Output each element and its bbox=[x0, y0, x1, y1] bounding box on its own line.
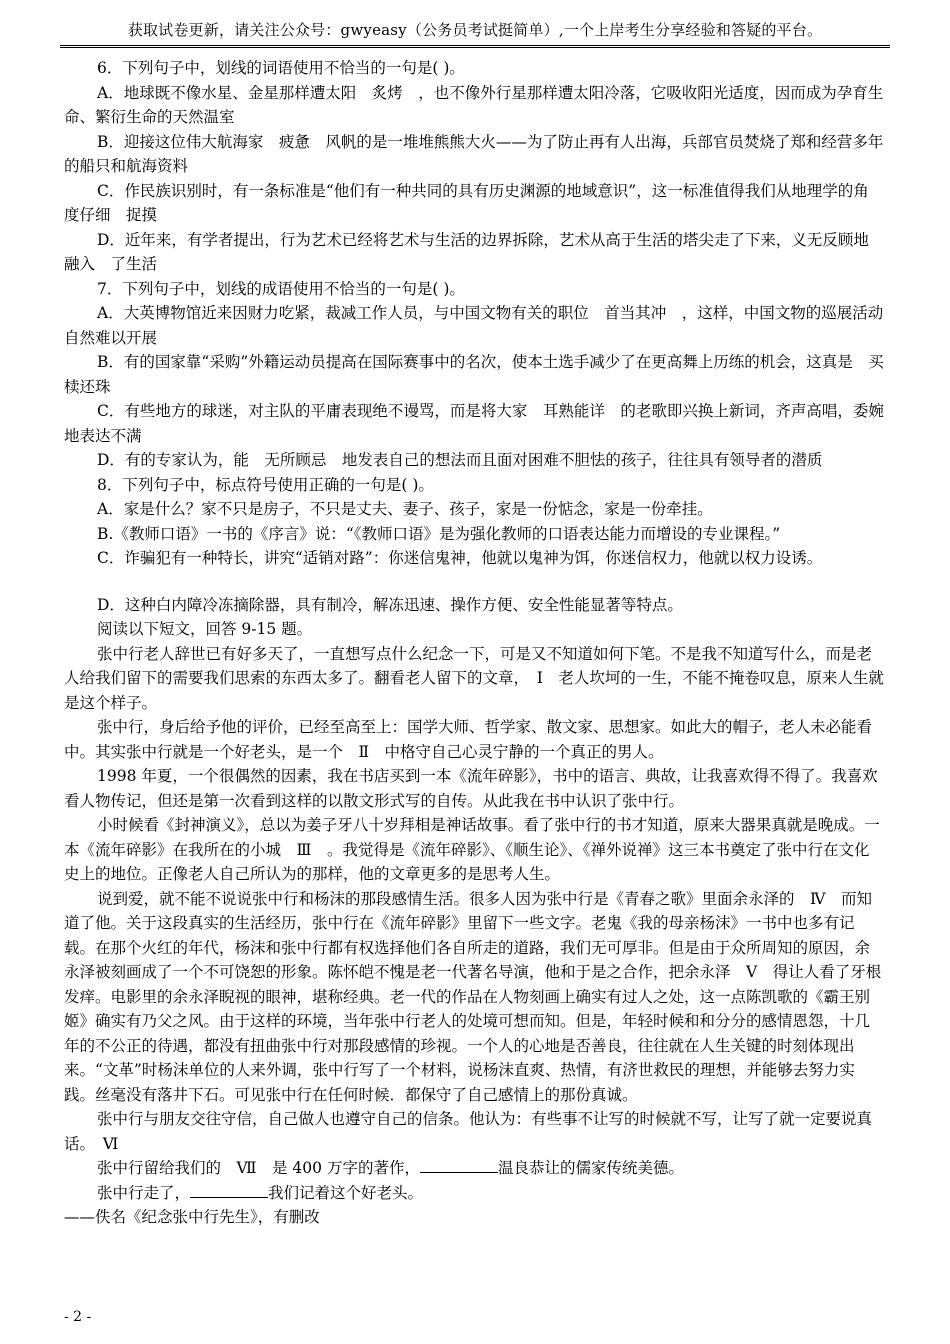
passage-paragraph: 张中行与朋友交往守信，自己做人也遵守自己的信条。他认为：有些事不让写的时候就不写，让写了就一定要说真话。 Ⅵ bbox=[64, 1110, 873, 1153]
page-header bbox=[60, 20, 890, 48]
q6-option-d: D．近年来，有学者提出，行为艺术已经将艺术与生活的边界拆除，艺术从高于生活的塔尖走了下来，义无反顾地 融入 了生活 bbox=[64, 230, 885, 273]
q6-stem: 6．下列句子中，划线的词语使用不恰当的一句是( )。 bbox=[97, 59, 465, 77]
q8-option-a: A．家是什么？家不只是房子，不只是丈夫、妻子、孩子，家是一份惦念，家是一份牵挂。 bbox=[97, 500, 713, 518]
passage-text: 我们记着这个好老头。 bbox=[268, 1183, 424, 1202]
spacer bbox=[64, 571, 884, 593]
page-number: - 2 - bbox=[64, 1309, 92, 1325]
q6-option-b: B．迎接这位伟大航海家 疲惫 风帆的是一堆堆熊熊大火——为了防止再有人出海，兵部官员焚烧了郑和经营多年的船只和航海资料 bbox=[64, 132, 884, 175]
q6-option-a: A．地球既不像水星、金星那样遭太阳 炙烤 ，也不像外行星那样遭太阳冷落，它吸收阳光适度，因而成为孕育生命、繁衍生命的天然温室 bbox=[64, 83, 884, 126]
fill-blank bbox=[420, 1158, 498, 1173]
q8-option-c: C．诈骗犯有一种特长，讲究“适销对路”：你迷信鬼神，他就以鬼神为饵，你迷信权力，他就以权力设诱。 bbox=[97, 549, 823, 567]
q6-option-c: C．作民族识别时，有一条标准是“他们有一种共同的具有历史渊源的地域意识”，这一标准值得我们从地理学的角度仔细 捉摸 bbox=[64, 181, 869, 224]
reading-intro: 阅读以下短文，回答 9-15 题。 bbox=[97, 620, 313, 638]
passage-text: 温良恭让的儒家传统美德。 bbox=[497, 1159, 684, 1177]
passage-text: 张中行走了， bbox=[97, 1183, 191, 1202]
q8-stem: 8．下列句子中，标点符号使用正确的一句是( )。 bbox=[97, 475, 434, 494]
passage-paragraph-blank bbox=[64, 1156, 884, 1181]
q7-option-b: B．有的国家靠“采购”外籍运动员提高在国际赛事中的名次，使本土选手减少了在更高舞上历练的机会，这真是 买椟还珠 bbox=[64, 353, 884, 396]
q8-option-d: D．这种白内障冷冻摘除器，具有制冷，解冻迅速、操作方便、安全性能显著等特点。 bbox=[97, 595, 683, 614]
q7-option-d: D．有的专家认为，能 无所顾忌 地发表自己的想法而且面对困难不胆怯的孩子，往往具有领导者的潜质 bbox=[97, 451, 823, 469]
passage-paragraph: 张中行老人辞世已有好多天了，一直想写点什么纪念一下，可是又不知道如何下笔。不是我不知道写什么，而是老人给我们留下的需要我们思索的东西太多了。翻看老人留下的文章， Ⅰ 老人坎坷的一生，不能不掩卷叹息，原来人生就是这个样子。 bbox=[64, 644, 884, 712]
passage-paragraph: 1998 年夏，一个很偶然的因素，我在书店买到一本《流年碎影》，书中的语言、典故，让我喜欢得不得了。我喜欢看人物传记，但还是第一次看到这样的以散文形式写的自传。从此我在书中认识了张中行。 bbox=[64, 767, 878, 810]
q8-option-b: B.《教师口语》一书的《序言》说：“《教师口语》是为强化教师的口语表达能力而增设的专业课程。” bbox=[97, 524, 781, 543]
passage-paragraph-blank bbox=[64, 1181, 884, 1206]
fill-blank bbox=[190, 1183, 268, 1198]
q7-stem: 7．下列句子中，划线的成语使用不恰当的一句是( )。 bbox=[97, 279, 465, 298]
page-content bbox=[64, 56, 884, 1230]
header-text: 获取试卷更新，请关注公众号：gwyeasy（公务员考试挺简单）,一个上岸考生分享经验和答疑的平台。 bbox=[127, 21, 823, 39]
q7-option-a: A．大英博物馆近来因财力吃紧，裁减工作人员，与中国文物有关的职位 首当其冲 ，这样，中国文物的巡展活动自然难以开展 bbox=[64, 304, 884, 347]
passage-paragraph: 小时候看《封神演义》，总以为姜子牙八十岁拜相是神话故事。看了张中行的书才知道，原来大器果真就是晚成。一本《流年碎影》在我所在的小城 Ⅲ 。我觉得是《流年碎影》、《顺生论》、《禅外说禅》这三本书奠定了张中行在文化史上的地位。正像老人自己所认为的那样，他的文章更多的是思考人生。 bbox=[64, 816, 880, 883]
passage-text: 张中行留给我们的 Ⅶ 是 400 万字的著作， bbox=[97, 1159, 420, 1177]
passage-source: ——佚名《纪念张中行先生》，有删改 bbox=[64, 1208, 320, 1226]
q7-option-c: C．有些地方的球迷，对主队的平庸表现绝不谩骂，而是将大家 耳熟能详 的老歌即兴换上新词，齐声高唱，委婉地表达不满 bbox=[64, 402, 884, 445]
passage-paragraph: 说到爱，就不能不说说张中行和杨沫的那段感情生活。很多人因为张中行是《青春之歌》里面余永泽的 Ⅳ 而知道了他。关于这段真实的生活经历，张中行在《流年碎影》里留下一些文字。老鬼《我的母亲杨沫》一书中也多有记载。在那个火红的年代，杨沫和张中行都有权选择他们各自所走的道路，我们无可厚非。但是由于众所周知的原因，余永泽被刻画成了一个不可饶恕的形象。陈怀皑不愧是老一代著名导演，他和于是之合作，把余永泽 Ⅴ 得让人看了牙根发痒。电影里的余永泽睨视的眼神，堪称经典。老一代的作品在人物刻画上确实有过人之处，这一点陈凯歌的《霸王别姬》确实有乃父之风。由于这样的环境，当年张中行老人的处境可想而知。但是，年轻时候和和分分的感情恩怨，十几年的不公正的待遇，都没有扭曲张中行对那段感情的珍视。一个人的心地是否善良，往往就在人生关键的时刻体现出来。“文革”时杨沫单位的人来外调，张中行写了一个材料，说杨沫直爽、热情，有济世救民的理想，并能够去努力实践。丝毫没有落井下石。可见张中行在任何时候．都保守了自己感情上的那份真诚。 bbox=[64, 889, 882, 1104]
passage-paragraph: 张中行，身后给予他的评价，已经至高至上：国学大师、哲学家、散文家、思想家。如此大的帽子，老人未必能看中。其实张中行就是一个好老头，是一个 Ⅱ 中格守自己心灵宁静的一个真正的男人。 bbox=[64, 718, 873, 761]
